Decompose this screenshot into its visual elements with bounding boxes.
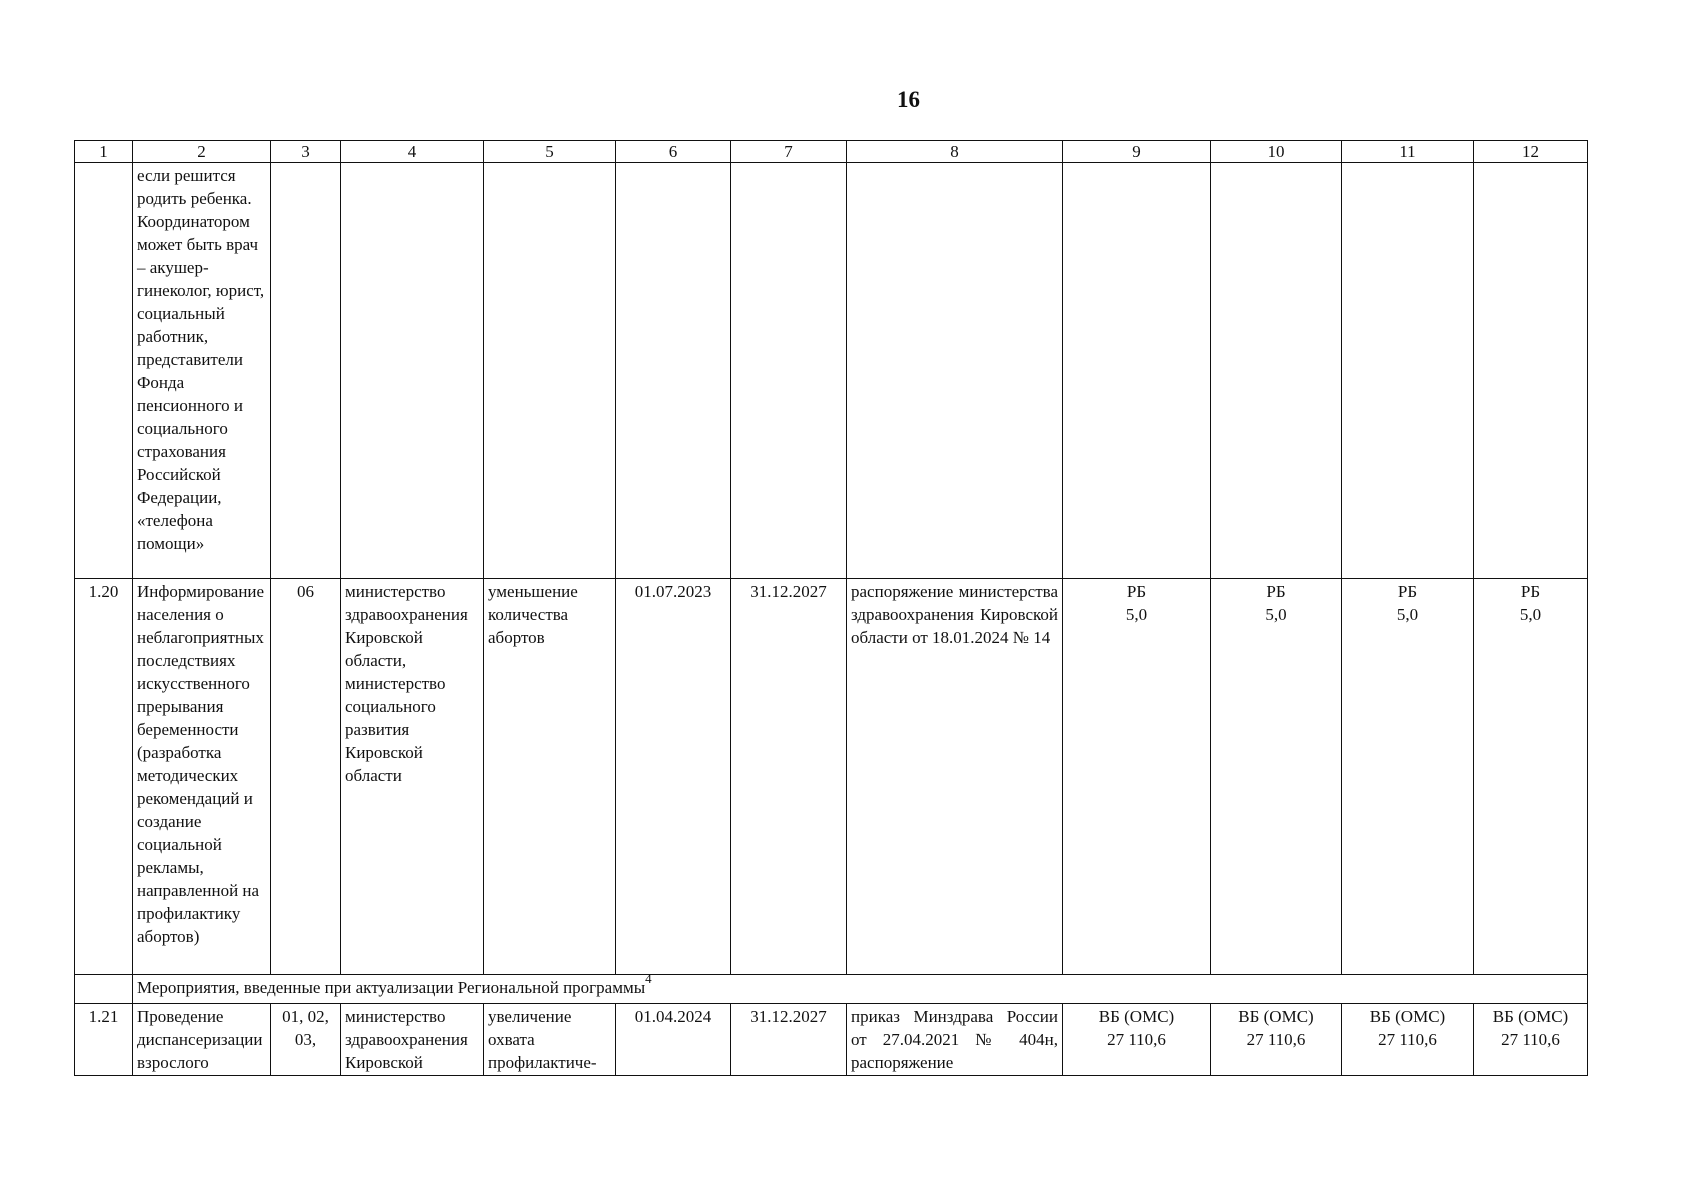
measure-name: Проведение диспансеризации взрослого <box>133 1004 271 1076</box>
financing-source: РБ <box>1520 582 1541 601</box>
financing-source: ВБ (ОМС) <box>1238 1007 1314 1026</box>
section-title-cell <box>133 975 1588 1004</box>
executor: министерство здравоохранения Кировской области, министерство социального развития Кировской области <box>341 579 484 975</box>
financing-source: РБ <box>1397 582 1418 601</box>
section-header-row <box>75 975 1588 1004</box>
table-row-1-20 <box>75 579 1588 975</box>
column-number: 3 <box>271 141 341 163</box>
legal-document: распоряжение министерства здравоохранения Кировской области от 18.01.2024 № 14 <box>847 579 1063 975</box>
financing-amount: 27 110,6 <box>1501 1030 1560 1049</box>
financing-amount: 27 110,6 <box>1378 1030 1437 1049</box>
table-row-continuation <box>75 163 1588 579</box>
measure-name-continued: если решится родить ребенка. Координатором может быть врач – акушер-гинеколог, юрист, социальный работник, представители Фонда пенсионного и социального страхования Российской Федерации, «телефона помощи» <box>133 163 271 579</box>
page-number: 16 <box>897 87 920 112</box>
start-date: 01.04.2024 <box>616 1004 731 1076</box>
column-number: 2 <box>133 141 271 163</box>
legal-document: приказ Минздрава России от 27.04.2021 № 404н, распоряжение <box>847 1004 1063 1076</box>
column-number: 5 <box>484 141 616 163</box>
financing-amount: 27 110,6 <box>1107 1030 1166 1049</box>
financing-cell <box>1211 579 1342 975</box>
financing-source: ВБ (ОМС) <box>1492 1007 1569 1026</box>
column-number: 4 <box>341 141 484 163</box>
column-number: 6 <box>616 141 731 163</box>
expected-result: увеличение охвата профилактиче- <box>484 1004 616 1076</box>
code: 01, 02, 03, <box>271 1004 341 1076</box>
financing-cell <box>1474 1004 1588 1076</box>
row-number: 1.21 <box>75 1004 133 1076</box>
footnote-marker: 4 <box>645 974 652 986</box>
column-number-row <box>75 141 1588 163</box>
financing-amount: 5,0 <box>1396 605 1419 624</box>
financing-cell <box>1474 579 1588 975</box>
column-number: 12 <box>1474 141 1588 163</box>
column-number: 9 <box>1063 141 1211 163</box>
row-number: 1.20 <box>75 579 133 975</box>
expected-result: уменьшение количества абортов <box>484 579 616 975</box>
start-date: 01.07.2023 <box>616 579 731 975</box>
end-date: 31.12.2027 <box>731 1004 847 1076</box>
financing-cell <box>1063 1004 1211 1076</box>
column-number: 1 <box>75 141 133 163</box>
financing-cell <box>1342 1004 1474 1076</box>
financing-source: ВБ (ОМС) <box>1098 1007 1175 1026</box>
financing-cell <box>1063 579 1211 975</box>
program-table <box>74 140 1588 1076</box>
financing-amount: 27 110,6 <box>1246 1030 1306 1049</box>
code: 06 <box>271 579 341 975</box>
column-number: 7 <box>731 141 847 163</box>
end-date: 31.12.2027 <box>731 579 847 975</box>
executor: министерство здравоохранения Кировской <box>341 1004 484 1076</box>
financing-cell <box>1342 579 1474 975</box>
financing-amount: 5,0 <box>1519 605 1542 624</box>
section-title: Мероприятия, введенные при актуализации Региональной программы <box>137 978 646 997</box>
financing-amount: 5,0 <box>1265 605 1287 624</box>
financing-amount: 5,0 <box>1125 605 1148 624</box>
financing-source: ВБ (ОМС) <box>1369 1007 1446 1026</box>
financing-cell <box>1211 1004 1342 1076</box>
financing-source: РБ <box>1266 582 1286 601</box>
column-number: 10 <box>1211 141 1342 163</box>
financing-source: РБ <box>1126 582 1147 601</box>
table-row-1-21 <box>75 1004 1588 1076</box>
column-number: 8 <box>847 141 1063 163</box>
column-number: 11 <box>1342 141 1474 163</box>
measure-name: Информирование населения о неблагоприятных последствиях искусственного прерывания беременности (разработка методических рекомендаций и создание социальной рекламы, направленной на профилактику абортов) <box>133 579 271 975</box>
